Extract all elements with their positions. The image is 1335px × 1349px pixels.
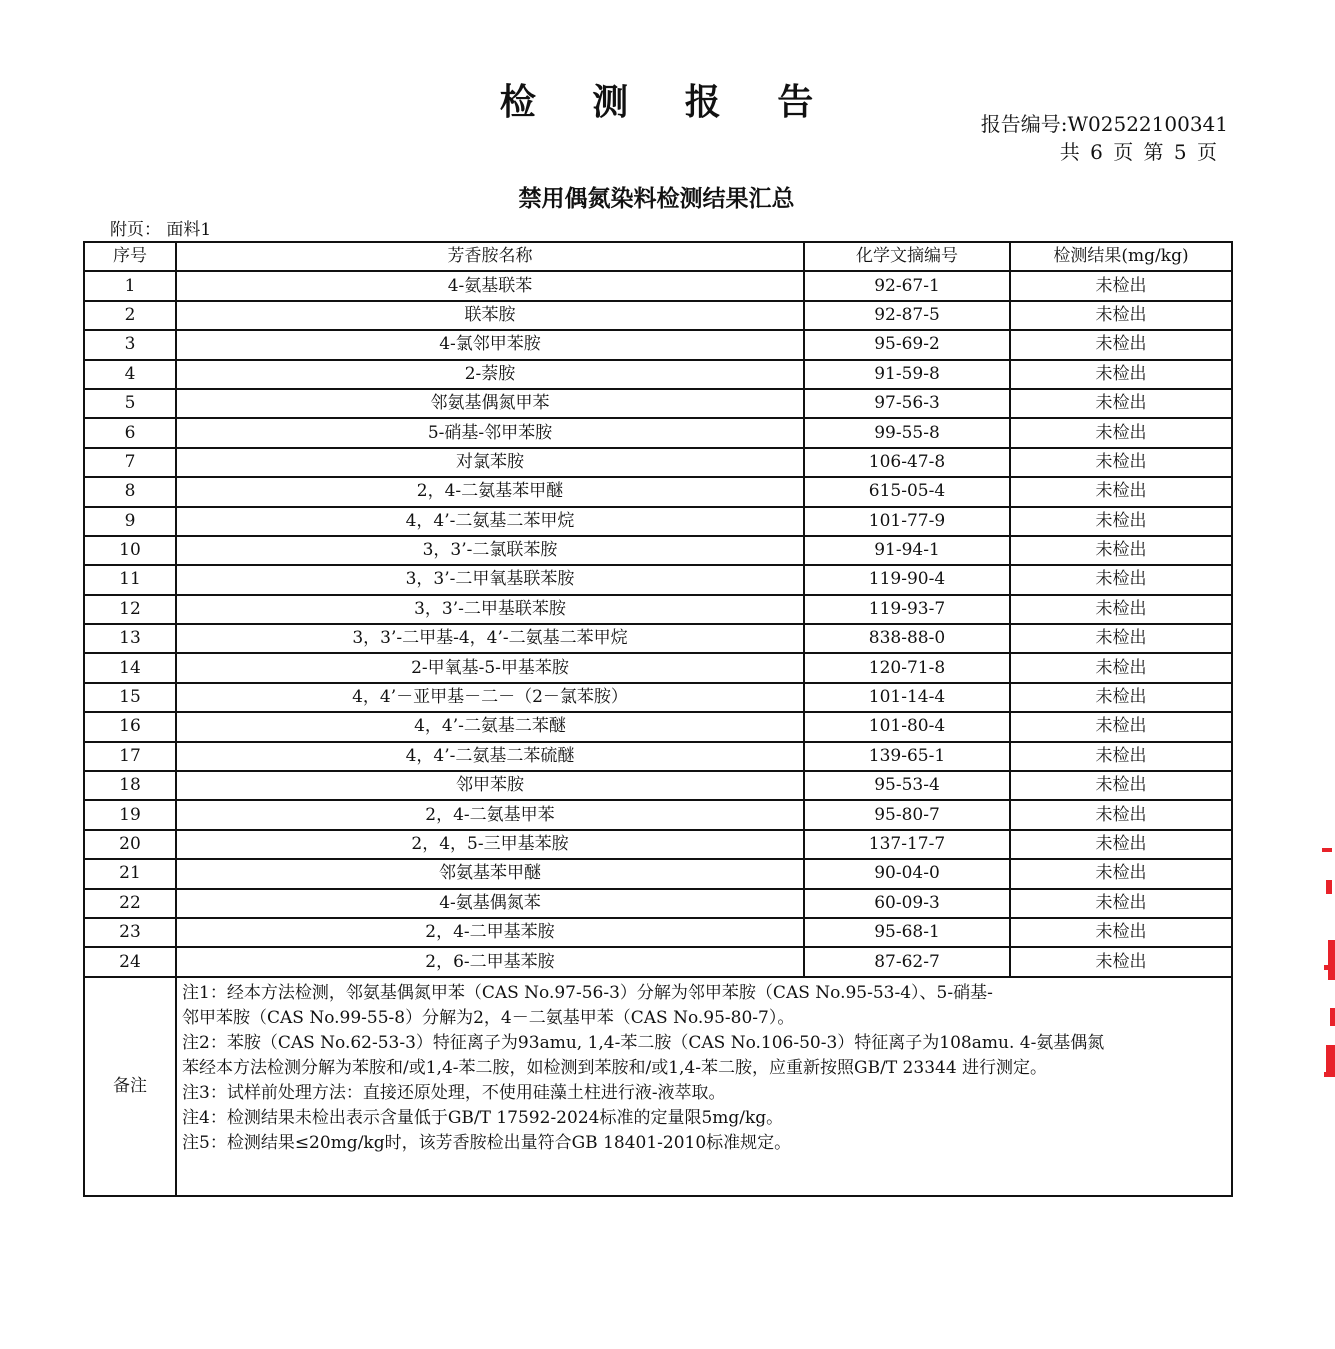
table-row bbox=[84, 330, 1232, 359]
table-row bbox=[84, 653, 1232, 682]
notes-content bbox=[176, 977, 1232, 1196]
cell-index: 23 bbox=[84, 918, 176, 947]
cell-result: 未检出 bbox=[1010, 624, 1232, 653]
table-row bbox=[84, 477, 1232, 506]
cell-result: 未检出 bbox=[1010, 507, 1232, 536]
cell-amine-name: 2，6-二甲基苯胺 bbox=[176, 947, 804, 976]
cell-amine-name: 4，4’－亚甲基－二－（2－氯苯胺） bbox=[176, 683, 804, 712]
cell-cas-number: 90-04-0 bbox=[804, 859, 1010, 888]
table-row bbox=[84, 448, 1232, 477]
cell-cas-number: 119-93-7 bbox=[804, 595, 1010, 624]
cell-index: 22 bbox=[84, 889, 176, 918]
cell-index: 3 bbox=[84, 330, 176, 359]
cell-index: 21 bbox=[84, 859, 176, 888]
table-row bbox=[84, 624, 1232, 653]
cell-cas-number: 95-80-7 bbox=[804, 800, 1010, 829]
cell-amine-name: 2，4-二甲基苯胺 bbox=[176, 918, 804, 947]
table-row bbox=[84, 830, 1232, 859]
table-row bbox=[84, 595, 1232, 624]
seal-stamp-fragment bbox=[1318, 840, 1335, 1090]
cell-amine-name: 邻甲苯胺 bbox=[176, 771, 804, 800]
cell-amine-name: 2-萘胺 bbox=[176, 360, 804, 389]
table-row bbox=[84, 271, 1232, 300]
table-header-row bbox=[84, 242, 1232, 271]
cell-result: 未检出 bbox=[1010, 448, 1232, 477]
cell-index: 8 bbox=[84, 477, 176, 506]
cell-index: 16 bbox=[84, 712, 176, 741]
table-row bbox=[84, 389, 1232, 418]
cell-result: 未检出 bbox=[1010, 800, 1232, 829]
cell-cas-number: 92-87-5 bbox=[804, 301, 1010, 330]
cell-index: 6 bbox=[84, 418, 176, 447]
cell-amine-name: 4，4’-二氨基二苯甲烷 bbox=[176, 507, 804, 536]
cell-cas-number: 101-14-4 bbox=[804, 683, 1010, 712]
note-line: 注1：经本方法检测，邻氨基偶氮甲苯（CAS No.97-56-3）分解为邻甲苯胺（CAS No.95-53-4）、5-硝基- bbox=[182, 982, 993, 1003]
cell-result: 未检出 bbox=[1010, 771, 1232, 800]
cell-amine-name: 2-甲氧基-5-甲基苯胺 bbox=[176, 653, 804, 682]
cell-amine-name: 5-硝基-邻甲苯胺 bbox=[176, 418, 804, 447]
stamp-mark bbox=[1326, 1045, 1335, 1075]
note-line: 苯经本方法检测分解为苯胺和/或1,4-苯二胺，如检测到苯胺和/或1,4-苯二胺，应重新按照GB/T 23344 进行测定。 bbox=[182, 1057, 1048, 1078]
cell-amine-name: 3，3’-二甲氧基联苯胺 bbox=[176, 565, 804, 594]
cell-result: 未检出 bbox=[1010, 477, 1232, 506]
cell-amine-name: 4，4’-二氨基二苯硫醚 bbox=[176, 742, 804, 771]
cell-index: 5 bbox=[84, 389, 176, 418]
cell-cas-number: 119-90-4 bbox=[804, 565, 1010, 594]
table-row bbox=[84, 771, 1232, 800]
cell-amine-name: 4-氨基偶氮苯 bbox=[176, 889, 804, 918]
cell-result: 未检出 bbox=[1010, 271, 1232, 300]
cell-index: 24 bbox=[84, 947, 176, 976]
stamp-mark bbox=[1330, 1008, 1335, 1026]
cell-amine-name: 3，3’-二甲基-4，4’-二氨基二苯甲烷 bbox=[176, 624, 804, 653]
cell-result: 未检出 bbox=[1010, 830, 1232, 859]
note-line: 注3：试样前处理方法：直接还原处理，不使用硅藻土柱进行液-液萃取。 bbox=[182, 1082, 726, 1103]
note-line: 注4：检测结果未检出表示含量低于GB/T 17592-2024标准的定量限5mg/kg。 bbox=[182, 1107, 784, 1128]
cell-cas-number: 137-17-7 bbox=[804, 830, 1010, 859]
header-result: 检测结果(mg/kg) bbox=[1010, 242, 1232, 271]
section-subtitle: 禁用偶氮染料检测结果汇总 bbox=[518, 186, 795, 212]
table-row bbox=[84, 947, 1232, 976]
cell-amine-name: 4-氨基联苯 bbox=[176, 271, 804, 300]
stamp-mark bbox=[1328, 940, 1335, 980]
cell-amine-name: 2，4-二氨基甲苯 bbox=[176, 800, 804, 829]
cell-index: 10 bbox=[84, 536, 176, 565]
cell-amine-name: 2，4-二氨基苯甲醚 bbox=[176, 477, 804, 506]
cell-amine-name: 2，4，5-三甲基苯胺 bbox=[176, 830, 804, 859]
table-row bbox=[84, 360, 1232, 389]
cell-cas-number: 101-77-9 bbox=[804, 507, 1010, 536]
cell-cas-number: 91-94-1 bbox=[804, 536, 1010, 565]
cell-result: 未检出 bbox=[1010, 918, 1232, 947]
cell-amine-name: 联苯胺 bbox=[176, 301, 804, 330]
cell-index: 18 bbox=[84, 771, 176, 800]
cell-cas-number: 95-69-2 bbox=[804, 330, 1010, 359]
cell-index: 2 bbox=[84, 301, 176, 330]
cell-result: 未检出 bbox=[1010, 683, 1232, 712]
cell-result: 未检出 bbox=[1010, 360, 1232, 389]
table-row bbox=[84, 565, 1232, 594]
report-title: 检 测 报 告 bbox=[499, 82, 836, 123]
cell-amine-name: 4-氯邻甲苯胺 bbox=[176, 330, 804, 359]
cell-cas-number: 91-59-8 bbox=[804, 360, 1010, 389]
cell-index: 20 bbox=[84, 830, 176, 859]
cell-cas-number: 139-65-1 bbox=[804, 742, 1010, 771]
cell-result: 未检出 bbox=[1010, 330, 1232, 359]
table-row bbox=[84, 712, 1232, 741]
cell-amine-name: 3，3’-二氯联苯胺 bbox=[176, 536, 804, 565]
cell-result: 未检出 bbox=[1010, 712, 1232, 741]
cell-result: 未检出 bbox=[1010, 389, 1232, 418]
table-row bbox=[84, 507, 1232, 536]
note-line: 注5：检测结果≤20mg/kg时，该芳香胺检出量符合GB 18401-2010标准规定。 bbox=[182, 1132, 792, 1153]
cell-index: 15 bbox=[84, 683, 176, 712]
table-row bbox=[84, 918, 1232, 947]
cell-index: 19 bbox=[84, 800, 176, 829]
cell-result: 未检出 bbox=[1010, 418, 1232, 447]
stamp-mark bbox=[1322, 848, 1332, 852]
cell-result: 未检出 bbox=[1010, 301, 1232, 330]
table-row bbox=[84, 800, 1232, 829]
table-body bbox=[84, 271, 1232, 976]
table-row bbox=[84, 301, 1232, 330]
cell-amine-name: 邻氨基偶氮甲苯 bbox=[176, 389, 804, 418]
cell-index: 11 bbox=[84, 565, 176, 594]
table-row bbox=[84, 418, 1232, 447]
cell-cas-number: 615-05-4 bbox=[804, 477, 1010, 506]
cell-cas-number: 120-71-8 bbox=[804, 653, 1010, 682]
cell-cas-number: 92-67-1 bbox=[804, 271, 1010, 300]
cell-index: 13 bbox=[84, 624, 176, 653]
report-number: 报告编号:W02522100341 bbox=[980, 112, 1228, 136]
table-row bbox=[84, 536, 1232, 565]
header-index: 序号 bbox=[84, 242, 176, 271]
cell-result: 未检出 bbox=[1010, 653, 1232, 682]
results-table bbox=[83, 241, 1233, 1197]
cell-amine-name: 4，4’-二氨基二苯醚 bbox=[176, 712, 804, 741]
cell-cas-number: 97-56-3 bbox=[804, 389, 1010, 418]
cell-cas-number: 95-68-1 bbox=[804, 918, 1010, 947]
cell-cas-number: 106-47-8 bbox=[804, 448, 1010, 477]
cell-index: 9 bbox=[84, 507, 176, 536]
cell-result: 未检出 bbox=[1010, 947, 1232, 976]
cell-cas-number: 60-09-3 bbox=[804, 889, 1010, 918]
note-line: 注2：苯胺（CAS No.62-53-3）特征离子为93amu, 1,4-苯二胺（CAS No.106-50-3）特征离子为108amu. 4-氨基偶氮 bbox=[182, 1032, 1105, 1053]
cell-result: 未检出 bbox=[1010, 565, 1232, 594]
cell-result: 未检出 bbox=[1010, 889, 1232, 918]
cell-amine-name: 邻氨基苯甲醚 bbox=[176, 859, 804, 888]
cell-index: 7 bbox=[84, 448, 176, 477]
cell-amine-name: 对氯苯胺 bbox=[176, 448, 804, 477]
cell-result: 未检出 bbox=[1010, 536, 1232, 565]
stamp-mark bbox=[1324, 1072, 1335, 1077]
table-row bbox=[84, 859, 1232, 888]
note-line: 邻甲苯胺（CAS No.99-55-8）分解为2，4－二氨基甲苯（CAS No.95-80-7）。 bbox=[182, 1007, 795, 1028]
cell-index: 1 bbox=[84, 271, 176, 300]
stamp-mark bbox=[1324, 965, 1335, 970]
page-info: 共 6 页 第 5 页 bbox=[1059, 140, 1217, 164]
table-row bbox=[84, 889, 1232, 918]
header-amine-name: 芳香胺名称 bbox=[176, 242, 804, 271]
notes-row bbox=[84, 977, 1232, 1196]
header-cas-number: 化学文摘编号 bbox=[804, 242, 1010, 271]
cell-amine-name: 3，3’-二甲基联苯胺 bbox=[176, 595, 804, 624]
cell-result: 未检出 bbox=[1010, 742, 1232, 771]
cell-result: 未检出 bbox=[1010, 595, 1232, 624]
cell-cas-number: 99-55-8 bbox=[804, 418, 1010, 447]
cell-cas-number: 95-53-4 bbox=[804, 771, 1010, 800]
notes-label: 备注 bbox=[84, 977, 176, 1196]
cell-cas-number: 838-88-0 bbox=[804, 624, 1010, 653]
cell-result: 未检出 bbox=[1010, 859, 1232, 888]
table-row bbox=[84, 683, 1232, 712]
cell-index: 17 bbox=[84, 742, 176, 771]
cell-cas-number: 87-62-7 bbox=[804, 947, 1010, 976]
table-row bbox=[84, 742, 1232, 771]
cell-index: 14 bbox=[84, 653, 176, 682]
stamp-mark bbox=[1326, 880, 1332, 894]
cell-cas-number: 101-80-4 bbox=[804, 712, 1010, 741]
appendix-label: 附页： 面料1 bbox=[110, 220, 212, 240]
cell-index: 12 bbox=[84, 595, 176, 624]
cell-index: 4 bbox=[84, 360, 176, 389]
